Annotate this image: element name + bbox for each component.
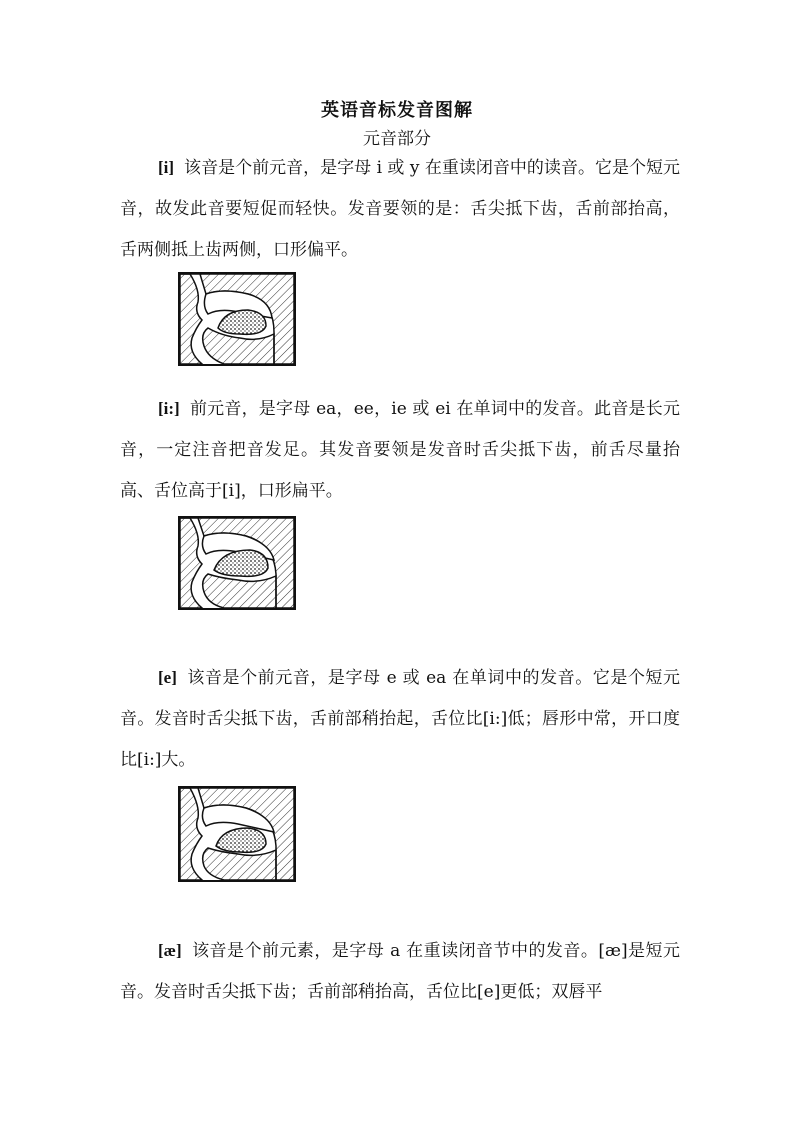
- section-ae-paragraph: [120, 930, 680, 1013]
- document-title: 英语音标发音图解: [321, 100, 473, 121]
- mouth-diagram-i: [178, 272, 296, 366]
- document-subtitle: 元音部分: [363, 129, 431, 149]
- phonetic-symbol: [æ]: [158, 941, 182, 960]
- section-e-paragraph: [120, 657, 680, 781]
- mouth-diagram-ii: [178, 516, 296, 610]
- section-text: 前元音，是字母 ea，ee，ie 或 ei 在单词中的发音。此音是长元音，一定注音把音发足。其发音要领是发音时舌尖抵下齿，前舌尽量抬高、舌位高于[i]，口形扁平。: [120, 399, 680, 501]
- section-text: 该音是个前元音，是字母 e 或 ea 在单词中的发音。它是个短元音。发音时舌尖抵下齿，舌前部稍抬起，舌位比[i:]低；唇形中常，开口度比[i:]大。: [120, 668, 680, 770]
- section-text: 该音是个前元素，是字母 a 在重读闭音节中的发音。[æ]是短元音。发音时舌尖抵下齿；舌前部稍抬高，舌位比[e]更低；双唇平: [120, 941, 680, 1002]
- section-i-paragraph: [120, 147, 680, 271]
- section-ii-paragraph: [120, 388, 680, 512]
- mouth-diagram-e: [178, 786, 296, 880]
- section-text: 该音是个前元音，是字母 i 或 y 在重读闭音中的读音。它是个短元音，故发此音要短促而轻快。发音要领的是：舌尖抵下齿，舌前部抬高，舌两侧抵上齿两侧，口形偏平。: [120, 158, 680, 260]
- phonetic-symbol: [i:]: [158, 399, 180, 418]
- phonetic-symbol: [i]: [158, 158, 175, 177]
- phonetic-symbol: [e]: [158, 668, 177, 687]
